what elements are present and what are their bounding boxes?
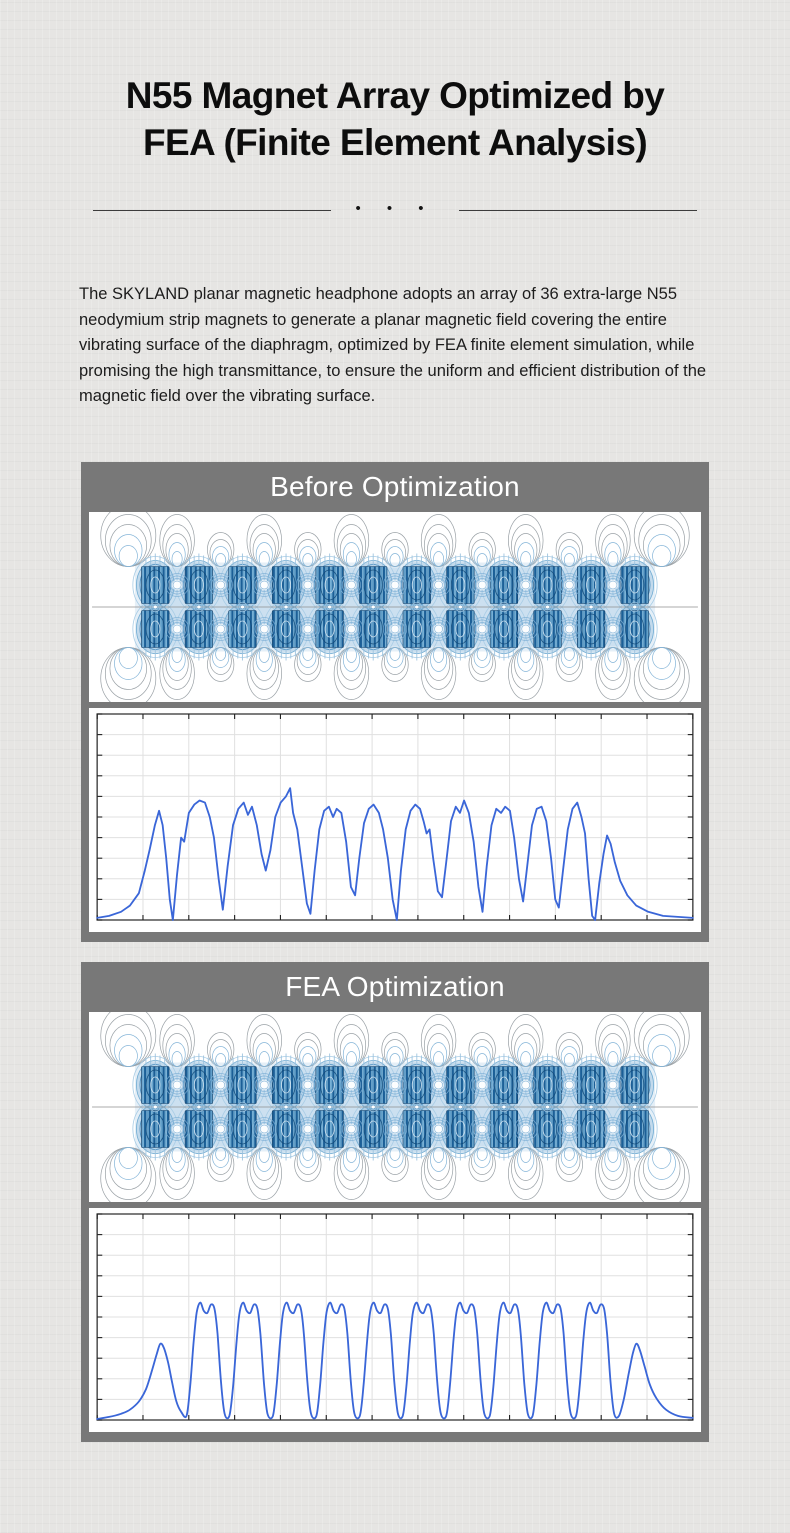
intro-paragraph: The SKYLAND planar magnetic headphone adopts an array of 36 extra-large N55 neodymium strip magnets to generate a planar magnetic field covering the entire vibrating surface of the diaphragm, optimized by FEA finite element simulation, while promising the high transmittance, to ensure the uniform and efficient distribution of the magnetic field over the vibrating surface. xyxy=(79,285,707,405)
flux-profile-chart-fea xyxy=(89,1208,701,1432)
divider-rule-left xyxy=(93,210,331,211)
flux-profile-svg-before xyxy=(89,708,701,932)
divider-dots: • • • xyxy=(355,200,435,217)
panel-fea-optimization xyxy=(81,962,709,1442)
title-divider xyxy=(0,202,790,218)
panel-header-fea-label: FEA Optimization xyxy=(285,970,505,1002)
flux-profile-chart-before xyxy=(89,708,701,932)
panel-header-before-label: Before Optimization xyxy=(270,470,520,502)
page-title xyxy=(40,72,750,166)
field-contour-figure-fea xyxy=(89,1012,701,1202)
field-contour-svg-fea xyxy=(89,1012,701,1202)
field-contour-figure-before xyxy=(89,512,701,702)
field-contour-svg-before xyxy=(89,512,701,702)
flux-profile-svg-fea xyxy=(89,1208,701,1432)
panel-before-optimization xyxy=(81,462,709,942)
divider-rule-right xyxy=(459,210,697,211)
panel-header-fea xyxy=(89,962,701,1012)
page-title-line-1: N55 Magnet Array Optimized by xyxy=(125,75,665,116)
page-title-line-2: FEA (Finite Element Analysis) xyxy=(142,122,648,163)
panel-header-before xyxy=(89,462,701,512)
